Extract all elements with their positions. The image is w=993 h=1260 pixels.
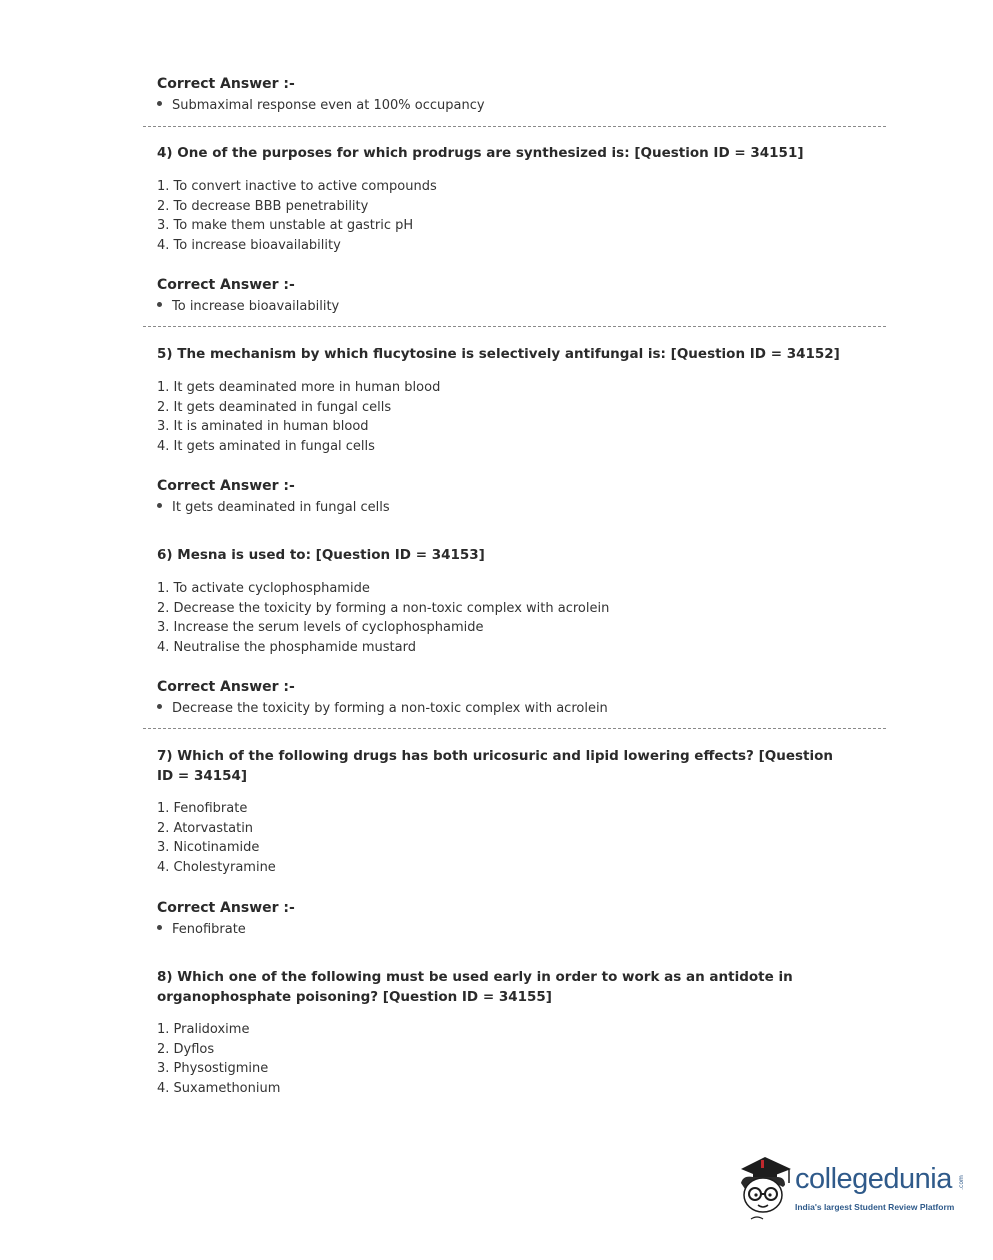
correct-answer-text: To increase bioavailability: [172, 299, 340, 314]
correct-answer-text: Fenofibrate: [172, 922, 246, 937]
correct-answer: [157, 98, 485, 113]
option: 3. It is aminated in human blood: [157, 419, 369, 435]
collegedunia-logo[interactable]: [733, 1153, 963, 1223]
bullet-icon: [157, 925, 162, 930]
option: 2. Decrease the toxicity by forming a non-toxic complex with acrolein: [157, 600, 610, 616]
correct-answer: [157, 701, 608, 716]
divider: [143, 126, 886, 127]
correct-answer-label: Correct Answer :-: [157, 277, 295, 293]
correct-answer-label: Correct Answer :-: [157, 679, 295, 695]
correct-answer-label: Correct Answer :-: [157, 900, 295, 916]
option: 1. To convert inactive to active compounds: [157, 179, 437, 194]
bullet-icon: [157, 704, 162, 709]
option: 1. To activate cyclophosphamide: [157, 581, 370, 596]
correct-answer: [157, 299, 339, 314]
question-8: 8) Which one of the following must be used early in order to work as an antidote in organophosphate poisoning? [Question ID = 34155]: [157, 969, 793, 1005]
correct-answer-label: Correct Answer :-: [157, 478, 295, 494]
question-5: 5) The mechanism by which flucytosine is selectively antifungal is: [Question ID = 34152]: [157, 346, 840, 362]
question-6-options: [157, 579, 609, 657]
correct-answer-label: Correct Answer :-: [157, 76, 295, 92]
divider: [143, 728, 886, 729]
question-4-options: [157, 177, 437, 255]
question-7: 7) Which of the following drugs has both uricosuric and lipid lowering effects? [Question ID = 34154]: [157, 748, 833, 784]
bullet-icon: [157, 503, 162, 508]
option: 3. Physostigmine: [157, 1061, 269, 1077]
mascot-graduation-cap-icon: [733, 1153, 795, 1223]
correct-answer-text: Decrease the toxicity by forming a non-toxic complex with acrolein: [172, 701, 608, 716]
logo-wordmark: collegedunia: [795, 1163, 952, 1195]
correct-answer-text: It gets deaminated in fungal cells: [172, 500, 390, 515]
option: 1. It gets deaminated more in human blood: [157, 380, 441, 395]
logo-tagline: India's largest Student Review Platform: [795, 1202, 955, 1212]
question-6: 6) Mesna is used to: [Question ID = 34153]: [157, 547, 485, 563]
option: 2. Atorvastatin: [157, 820, 254, 836]
option: 4. Neutralise the phosphamide mustard: [157, 639, 416, 655]
bullet-icon: [157, 101, 162, 106]
option: 1. Pralidoxime: [157, 1022, 250, 1037]
option: 3. Nicotinamide: [157, 840, 260, 856]
question-4: 4) One of the purposes for which prodrugs are synthesized is: [Question ID = 34151]: [157, 145, 804, 161]
option: 2. Dyflos: [157, 1041, 215, 1057]
correct-answer: [157, 500, 390, 515]
option: 4. Cholestyramine: [157, 859, 276, 875]
correct-answer: [157, 922, 246, 937]
bullet-icon: [157, 302, 162, 307]
question-7-options: [157, 799, 276, 877]
divider: [143, 326, 886, 327]
option: 4. It gets aminated in fungal cells: [157, 438, 375, 454]
question-5-options: [157, 378, 440, 456]
option: 2. It gets deaminated in fungal cells: [157, 399, 392, 415]
question-8-options: [157, 1020, 280, 1098]
option: 3. Increase the serum levels of cyclophosphamide: [157, 620, 484, 636]
option: 3. To make them unstable at gastric pH: [157, 218, 414, 234]
option: 1. Fenofibrate: [157, 801, 248, 816]
option: 4. Suxamethonium: [157, 1080, 281, 1096]
logo-domain-suffix: .com: [957, 1175, 965, 1190]
option: 2. To decrease BBB penetrability: [157, 198, 369, 214]
option: 4. To increase bioavailability: [157, 237, 341, 253]
correct-answer-text: Submaximal response even at 100% occupancy: [172, 98, 485, 113]
